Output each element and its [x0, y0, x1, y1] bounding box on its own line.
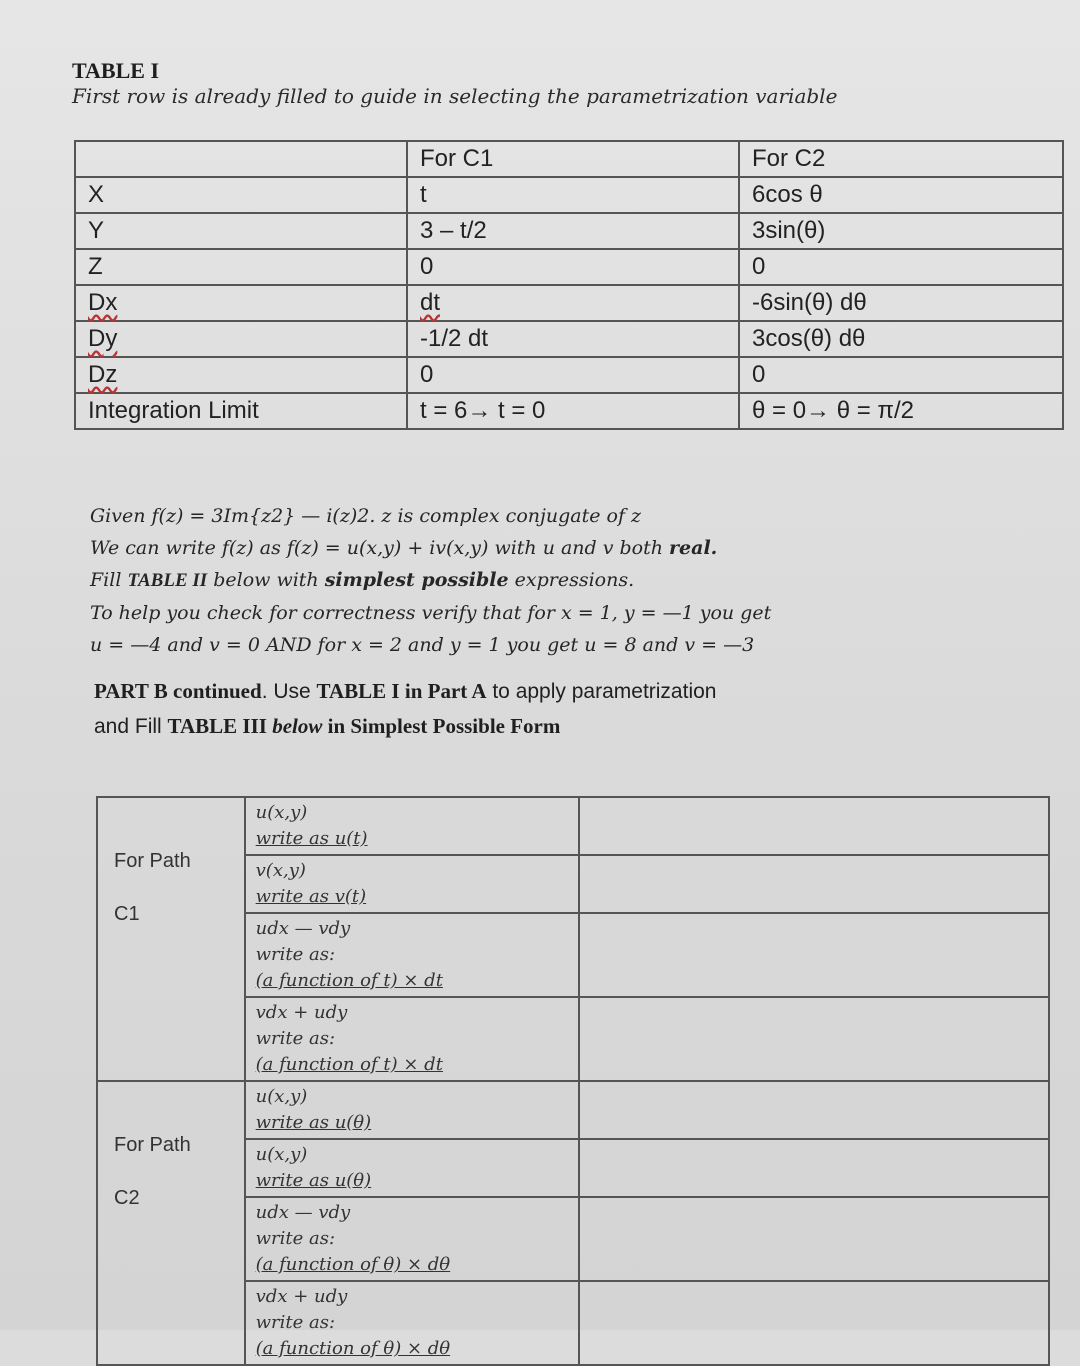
answer-cell[interactable] [579, 797, 1049, 855]
prompt-line: udx — vdy [255, 1202, 351, 1223]
answer-cell[interactable] [579, 855, 1049, 913]
answer-cell[interactable] [579, 1139, 1049, 1197]
table1-cell: Z [75, 249, 407, 285]
table1-cell: Y [75, 213, 407, 249]
table1-cell [407, 285, 739, 321]
table1-cell: -1/2 dt [407, 321, 739, 357]
table1-cell: 0 [739, 357, 1063, 393]
prompt-cell [245, 797, 580, 855]
answer-cell[interactable] [579, 913, 1049, 997]
table1-cell: 0 [407, 249, 739, 285]
prompt-line: (a function of θ) × dθ [255, 1338, 451, 1359]
table1-cell: 3cos(θ) dθ [739, 321, 1063, 357]
part-b-emphasis: TABLE I in Part A [316, 679, 487, 703]
table1 [74, 140, 1064, 430]
prompt-line: udx — vdy [255, 918, 351, 939]
answer-cell[interactable] [579, 1081, 1049, 1139]
table1-cell-text: dt [420, 289, 441, 316]
path-label-cell-c1 [97, 797, 245, 1081]
table1-header-cell: For C1 [407, 141, 739, 177]
prompt-line: write as: [255, 1028, 336, 1049]
table1-row [75, 177, 1063, 213]
answer-cell[interactable] [579, 997, 1049, 1081]
table1-cell: 3 – t/2 [407, 213, 739, 249]
prompt-line: vdx + udy [255, 1002, 348, 1023]
prompt-line: write as u(θ) [255, 1112, 372, 1133]
prompt-cell [245, 1139, 580, 1197]
given-line: To help you check for correctness verify that for x = 1, y = —1 you get [90, 602, 772, 624]
part-b-instructions [94, 674, 994, 744]
prompt-line: u(x,y) [255, 802, 308, 823]
prompt-cell [245, 913, 580, 997]
prompt-line: (a function of t) × dt [255, 970, 443, 991]
prompt-line: (a function of t) × dt [255, 1054, 443, 1075]
table1-cell: Integration Limit [75, 393, 407, 429]
prompt-line: write as u(t) [255, 828, 368, 849]
prompt-cell [245, 1281, 580, 1365]
path-label: For Path [114, 850, 191, 872]
table1-header-cell [75, 141, 407, 177]
part-b-emphasis: TABLE III [167, 714, 273, 738]
table1-row [75, 285, 1063, 321]
given-text: Fill [90, 569, 128, 591]
path-id: C1 [114, 903, 140, 925]
table1-header-row [75, 141, 1063, 177]
table1-cell-text: Dz [88, 361, 118, 388]
table1-cell-text: Dy [88, 325, 118, 352]
table1-cell: 0 [407, 357, 739, 393]
table3-row [97, 1081, 1049, 1139]
given-text: expressions. [508, 569, 635, 591]
table1-cell [75, 357, 407, 393]
table1-cell: t [407, 177, 739, 213]
prompt-line: write as: [255, 1312, 336, 1333]
table1-header-cell: For C2 [739, 141, 1063, 177]
table1-title: TABLE I [72, 58, 160, 83]
table1-row [75, 249, 1063, 285]
table1-cell [75, 285, 407, 321]
prompt-line: write as: [255, 944, 336, 965]
part-b-text: and Fill [94, 715, 168, 738]
table1-subtitle: First row is already filled to guide in selecting the parametrization variable [72, 84, 838, 108]
part-b-text: to apply parametrization [486, 680, 717, 703]
table1-cell: 6cos θ [739, 177, 1063, 213]
part-b-line [94, 674, 994, 709]
table1-cell: 0 [739, 249, 1063, 285]
given-text: We can write f(z) as f(z) = u(x,y) + iv(x,y) with u and v both [90, 537, 670, 559]
given-statement [90, 500, 990, 661]
given-emphasis: TABLE II [127, 570, 208, 591]
prompt-line: write as u(θ) [255, 1170, 372, 1191]
given-line [90, 532, 990, 564]
table1-row [75, 393, 1063, 429]
table1-row [75, 213, 1063, 249]
given-text: below with [207, 569, 325, 591]
answer-cell[interactable] [579, 1197, 1049, 1281]
table3 [96, 796, 1050, 1366]
table1-cell: t = 6→ t = 0 [407, 393, 739, 429]
table1-cell-text: Dx [88, 289, 118, 316]
prompt-cell [245, 1197, 580, 1281]
table1-cell: θ = 0→ θ = π/2 [739, 393, 1063, 429]
prompt-cell [245, 997, 580, 1081]
table1-cell [75, 321, 407, 357]
prompt-line: write as v(t) [255, 886, 367, 907]
table3-row [97, 797, 1049, 855]
path-label: For Path [114, 1134, 191, 1156]
table1-row [75, 357, 1063, 393]
part-b-emphasis: PART B continued [94, 679, 262, 703]
prompt-line: u(x,y) [255, 1144, 308, 1165]
path-label-cell-c2 [97, 1081, 245, 1365]
given-line [90, 564, 990, 597]
table1-cell: -6sin(θ) dθ [739, 285, 1063, 321]
part-b-text: . Use [261, 680, 317, 703]
table1-cell: 3sin(θ) [739, 213, 1063, 249]
given-emphasis: simplest possible [324, 569, 509, 591]
part-b-emphasis: in Simplest Possible Form [322, 714, 561, 738]
path-id: C2 [114, 1187, 140, 1209]
part-b-emphasis: below [272, 714, 323, 738]
prompt-line: v(x,y) [255, 860, 306, 881]
answer-cell[interactable] [579, 1281, 1049, 1365]
prompt-line: vdx + udy [255, 1286, 348, 1307]
prompt-cell [245, 855, 580, 913]
table1-cell: X [75, 177, 407, 213]
given-line: Given f(z) = 3Im{z2} — i(z)2. z is complex conjugate of z [90, 505, 642, 527]
table1-row [75, 321, 1063, 357]
given-emphasis: real. [669, 537, 718, 559]
prompt-line: write as: [255, 1228, 336, 1249]
prompt-cell [245, 1081, 580, 1139]
given-line: u = —4 and v = 0 AND for x = 2 and y = 1 you get u = 8 and v = —3 [90, 634, 755, 656]
prompt-line: u(x,y) [255, 1086, 308, 1107]
part-b-line [94, 709, 994, 744]
prompt-line: (a function of θ) × dθ [255, 1254, 451, 1275]
